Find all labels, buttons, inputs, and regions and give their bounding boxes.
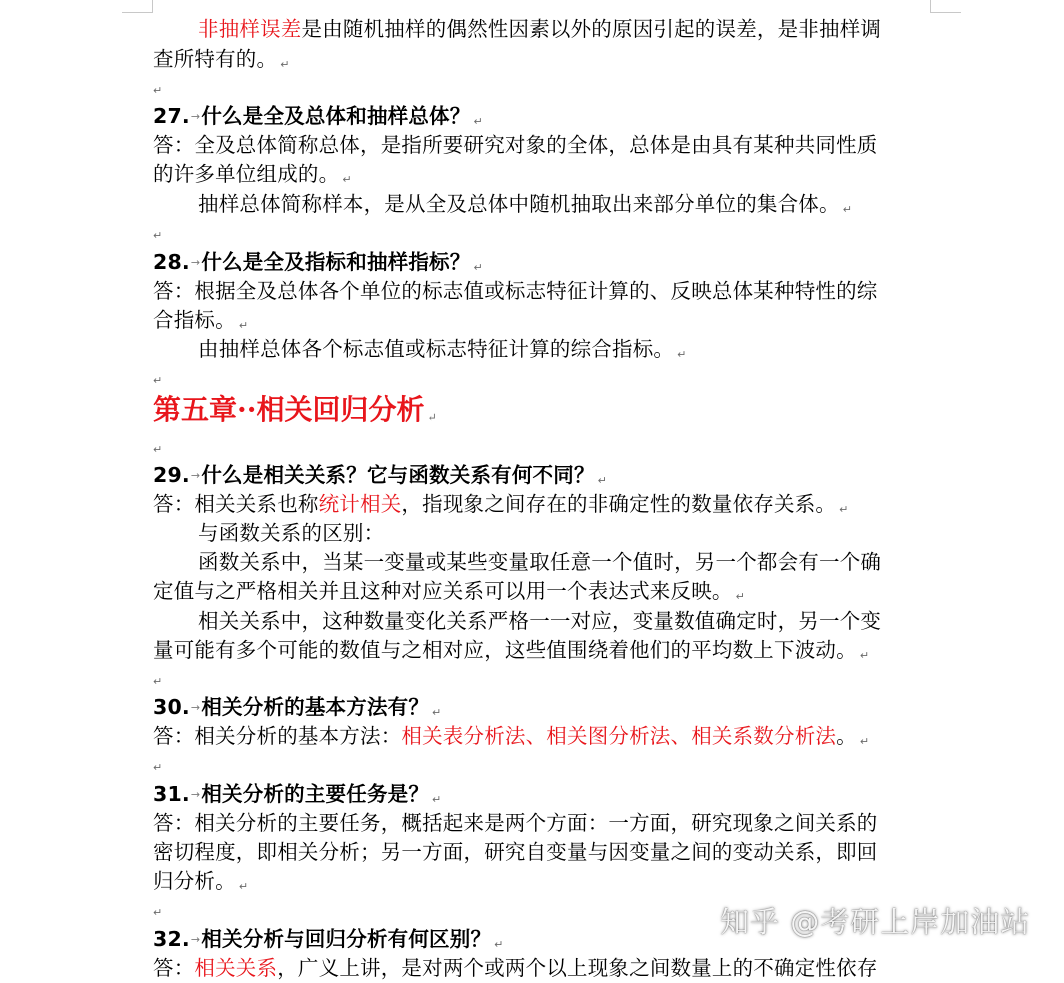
tab-mark: → [190, 256, 201, 269]
tab-mark: → [190, 110, 201, 123]
question-text: 相关分析与回归分析有何区别？ [201, 927, 492, 951]
tab-mark: → [190, 933, 201, 946]
text: 答： [153, 956, 195, 980]
answer-31-line [153, 837, 878, 867]
question-text: 什么是相关关系？它与函数关系有何不同？ [201, 463, 595, 487]
paragraph-line [153, 44, 290, 80]
question-number: 30. [153, 695, 190, 719]
paragraph-mark: ↵ [432, 793, 442, 806]
answer-27-line [198, 189, 852, 225]
question-text: 什么是全及指标和抽样指标？ [201, 250, 471, 274]
text: 函数关系中，当某一变量或某些变量取任意一个值时，另一个都会有一个确 [198, 550, 882, 574]
empty-paragraph-mark: ↵ [153, 229, 163, 242]
tab-mark: → [190, 788, 201, 801]
text: ，指现象之间存在的非确定性的数量依存关系。 [401, 492, 837, 516]
text: 合指标。 [153, 308, 236, 332]
question-number: 32. [153, 927, 190, 951]
text: 答：全及总体简称总体，是指所要研究对象的全体，总体是由具有某种共同性质 [153, 133, 878, 157]
paragraph-mark: ↵ [597, 474, 608, 487]
text: 与函数关系的区别： [198, 521, 385, 545]
paragraph-mark: ↵ [432, 706, 442, 719]
page-corner-mark-right [930, 0, 961, 13]
text: ，广义上讲，是对两个或两个以上现象之间数量上的不确定性依存 [277, 956, 878, 980]
answer-29-line [198, 547, 881, 577]
paragraph-mark: ↵ [238, 880, 249, 893]
paragraph-mark: ↵ [842, 203, 853, 216]
paragraph-mark: ↵ [473, 261, 483, 274]
paragraph-mark: ↵ [427, 411, 437, 424]
text: 答：相关分析的基本方法： [153, 724, 402, 748]
text: 抽样总体简称样本，是从全及总体中随机抽取出来部分单位的集合体。 [198, 192, 840, 216]
answer-30-line [153, 721, 869, 757]
term-nonsampling-error: 非抽样误差 [198, 17, 302, 41]
text: 答：相关关系也称 [153, 492, 319, 516]
paragraph-mark: ↵ [342, 173, 352, 186]
answer-31-line [153, 866, 248, 902]
watermark: 知乎 @考研上岸加油站 [720, 905, 1031, 939]
text: 量可能有多个可能的数值与之相对应，这些值围绕着他们的平均数上下波动。 [153, 638, 857, 662]
text: 归分析。 [153, 869, 236, 893]
question-number: 27. [153, 104, 190, 128]
text: 答：根据全及总体各个单位的标志值或标志特征计算的、反映总体某种特性的综 [153, 279, 878, 303]
chapter-number: 第五章 [153, 393, 238, 426]
methods-highlight: 相关表分析法、相关图分析法、相关系数分析法 [401, 724, 837, 748]
paragraph-mark: ↵ [859, 735, 870, 748]
question-number: 28. [153, 250, 190, 274]
chapter-title: 相关回归分析 [256, 393, 425, 426]
paragraph-mark: ↵ [494, 938, 504, 951]
chapter-heading [153, 392, 437, 436]
question-text: 相关分析的主要任务是？ [201, 782, 430, 806]
answer-28-line [198, 334, 687, 370]
answer-32-line [153, 953, 878, 983]
answer-27-line [153, 130, 878, 160]
empty-paragraph-mark: ↵ [153, 906, 163, 919]
empty-paragraph-mark: ↵ [153, 84, 163, 97]
empty-paragraph-mark: ↵ [153, 675, 163, 688]
text: 相关关系中，这种数量变化关系严格一一对应，变量数值确定时，另一个变 [198, 609, 882, 633]
text: 的许多单位组成的。 [153, 162, 340, 186]
answer-29-line [198, 518, 384, 548]
paragraph-mark: ↵ [473, 115, 483, 128]
question-text: 相关分析的基本方法有？ [201, 695, 430, 719]
text: 密切程度，即相关分析；另一方面，研究自变量与因变量之间的变动关系，即回 [153, 840, 878, 864]
answer-31-line [153, 808, 878, 838]
answer-29-line [153, 635, 869, 671]
tab-mark: → [190, 701, 201, 714]
tab-mark: → [190, 469, 201, 482]
text: 由抽样总体各个标志值或标志特征计算的综合指标。 [198, 337, 675, 361]
chapter-separator: ·· [237, 393, 257, 426]
answer-29-line [198, 606, 881, 636]
text: 答：相关分析的主要任务，概括起来是两个方面：一方面，研究现象之间关系的 [153, 811, 878, 835]
text: 定值与之严格相关并且这种对应关系可以用一个表达式来反映。 [153, 579, 733, 603]
text: 。 [836, 724, 857, 748]
empty-paragraph-mark: ↵ [153, 374, 163, 387]
paragraph-mark: ↵ [735, 590, 746, 603]
text: 是由随机抽样的偶然性因素以外的原因引起的误差，是非抽样调 [301, 17, 882, 41]
term-correlation: 相关关系 [194, 956, 278, 980]
paragraph-mark: ↵ [280, 58, 290, 71]
question-number: 29. [153, 463, 190, 487]
question-text: 什么是全及总体和抽样总体？ [201, 104, 471, 128]
paragraph-nonsampling-error [198, 14, 881, 44]
empty-paragraph-mark: ↵ [153, 443, 163, 456]
empty-paragraph-mark: ↵ [153, 761, 163, 774]
page-corner-mark-left [122, 0, 153, 13]
question-number: 31. [153, 782, 190, 806]
answer-28-line [153, 276, 878, 306]
paragraph-mark: ↵ [839, 503, 849, 516]
paragraph-mark: ↵ [677, 348, 687, 361]
paragraph-mark: ↵ [859, 649, 870, 662]
paragraph-mark: ↵ [238, 319, 249, 332]
text: 查所特有的。 [153, 47, 278, 71]
term-statistical-correlation: 统计相关 [318, 492, 402, 516]
